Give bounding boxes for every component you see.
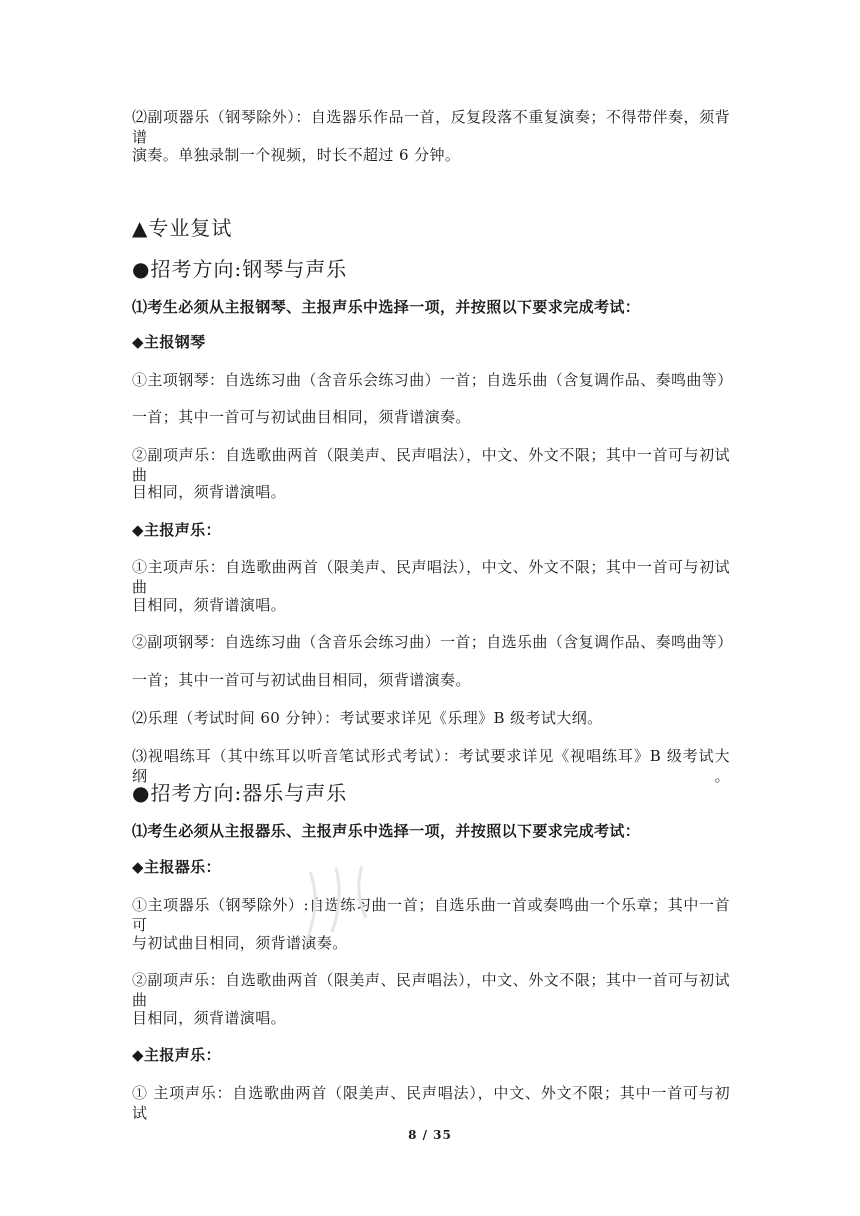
subheading-main-instrument: ◆主报器乐： [132, 858, 221, 876]
paragraph-line: 目相同，须背谱演唱。 [132, 483, 287, 501]
subheading-main-vocal: ◆主报声乐： [132, 521, 221, 539]
watermark-brushstroke-icon [292, 862, 376, 950]
paragraph-line: 目相同，须背谱演唱。 [132, 596, 287, 614]
paragraph-line: ①主项钢琴：自选练习曲（含音乐会练习曲）一首；自选乐曲（含复调作品、奏鸣曲等） [132, 371, 733, 389]
paragraph-line: ⑵副项器乐（钢琴除外）：自选器乐作品一首，反复段落不重复演奏；不得带伴奏，须背谱 [132, 108, 730, 146]
paragraph-line: 演奏。单独录制一个视频，时长不超过 6 分钟。 [132, 146, 461, 164]
paragraph-line: ⑶视唱练耳（其中练耳以听音笔试形式考试）：考试要求详见《视唱练耳》B 级考试大纲。 [132, 747, 730, 785]
paragraph-line: ①主项器乐（钢琴除外）:自选练习曲一首；自选乐曲一首或奏鸣曲一个乐章；其中一首可 [132, 896, 730, 934]
paragraph-line: ①主项声乐：自选歌曲两首（限美声、民声唱法），中文、外文不限；其中一首可与初试曲 [132, 558, 730, 596]
direction-heading-piano-vocal: ●招考方向:钢琴与声乐 [132, 257, 348, 281]
section-heading-retest: ▲专业复试 [132, 216, 233, 240]
direction-heading-instrument-vocal: ●招考方向:器乐与声乐 [132, 781, 348, 805]
paragraph-line: ⑴考生必须从主报器乐、主报声乐中选择一项，并按照以下要求完成考试： [132, 822, 641, 840]
paragraph-line: ① 主项声乐：自选歌曲两首（限美声、民声唱法），中文、外文不限；其中一首可与初试 [132, 1084, 730, 1122]
paragraph-line: ②副项声乐：自选歌曲两首（限美声、民声唱法），中文、外文不限；其中一首可与初试曲 [132, 971, 730, 1009]
paragraph-line: ②副项钢琴：自选练习曲（含音乐会练习曲）一首；自选乐曲（含复调作品、奏鸣曲等） [132, 633, 733, 651]
paragraph-line: ⑵乐理（考试时间 60 分钟）：考试要求详见《乐理》B 级考试大纲。 [132, 709, 603, 727]
paragraph-line: ②副项声乐：自选歌曲两首（限美声、民声唱法），中文、外文不限；其中一首可与初试曲 [132, 446, 730, 484]
paragraph-line: 目相同，须背谱演唱。 [132, 1009, 287, 1027]
paragraph-line: ⑴考生必须从主报钢琴、主报声乐中选择一项，并按照以下要求完成考试： [132, 298, 641, 316]
paragraph-line: 与初试曲目相同，须背谱演奏。 [132, 934, 348, 952]
subheading-main-piano: ◆主报钢琴 [132, 333, 206, 351]
page-number: 8 / 35 [408, 1128, 452, 1142]
subheading-main-vocal-2: ◆主报声乐： [132, 1046, 221, 1064]
paragraph-line: 一首；其中一首可与初试曲目相同，须背谱演奏。 [132, 671, 471, 689]
paragraph-line: 一首；其中一首可与初试曲目相同，须背谱演奏。 [132, 408, 471, 426]
